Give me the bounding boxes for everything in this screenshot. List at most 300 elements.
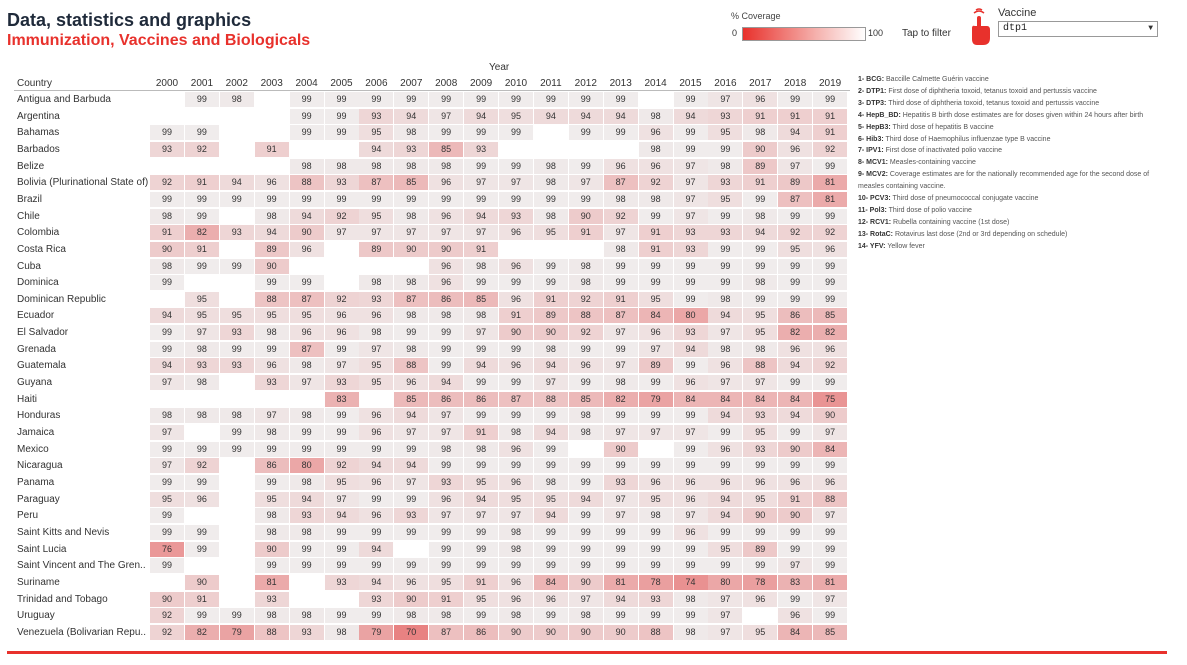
coverage-cell[interactable]: 99	[464, 458, 498, 473]
coverage-cell[interactable]: 99	[534, 192, 568, 207]
coverage-cell[interactable]: 97	[708, 592, 742, 607]
coverage-cell[interactable]: 94	[255, 225, 289, 240]
coverage-cell[interactable]: 92	[325, 292, 359, 307]
coverage-cell[interactable]: 99	[813, 209, 847, 224]
coverage-cell[interactable]: 96	[325, 308, 359, 323]
coverage-cell[interactable]: 94	[359, 542, 393, 557]
coverage-cell[interactable]: 89	[534, 308, 568, 323]
coverage-cell[interactable]: 95	[743, 492, 777, 507]
coverage-cell[interactable]: 96	[499, 592, 533, 607]
coverage-cell[interactable]: 98	[325, 159, 359, 174]
coverage-cell[interactable]: 99	[499, 458, 533, 473]
coverage-cell[interactable]: 96	[674, 475, 708, 490]
coverage-cell[interactable]: 99	[534, 458, 568, 473]
coverage-cell[interactable]: 98	[534, 475, 568, 490]
coverage-cell[interactable]: 99	[604, 542, 638, 557]
coverage-cell[interactable]: 91	[534, 292, 568, 307]
coverage-cell[interactable]: 96	[743, 92, 777, 107]
coverage-cell[interactable]: 99	[325, 92, 359, 107]
coverage-cell[interactable]: 99	[185, 209, 219, 224]
coverage-cell[interactable]: 98	[394, 209, 428, 224]
coverage-cell[interactable]: 97	[569, 175, 603, 190]
coverage-cell[interactable]: 96	[499, 575, 533, 590]
coverage-cell[interactable]: 99	[359, 525, 393, 540]
coverage-cell[interactable]: 99	[220, 425, 254, 440]
coverage-cell[interactable]: 92	[185, 142, 219, 157]
coverage-cell[interactable]: 98	[708, 342, 742, 357]
coverage-cell[interactable]: 99	[639, 375, 673, 390]
coverage-cell[interactable]: 99	[708, 558, 742, 573]
coverage-cell[interactable]: 86	[429, 392, 463, 407]
coverage-cell[interactable]: 99	[708, 242, 742, 257]
coverage-cell[interactable]: 99	[813, 159, 847, 174]
coverage-cell[interactable]: 93	[220, 225, 254, 240]
coverage-cell[interactable]: 99	[534, 558, 568, 573]
coverage-cell[interactable]: 84	[813, 442, 847, 457]
coverage-cell[interactable]: 99	[150, 192, 184, 207]
coverage-cell[interactable]: 99	[639, 408, 673, 423]
coverage-cell[interactable]: 99	[604, 259, 638, 274]
coverage-cell[interactable]: 99	[569, 558, 603, 573]
coverage-cell[interactable]: 98	[534, 175, 568, 190]
coverage-cell[interactable]: 98	[255, 525, 289, 540]
coverage-cell[interactable]: 93	[255, 375, 289, 390]
coverage-cell[interactable]: 94	[359, 458, 393, 473]
coverage-cell[interactable]: 85	[394, 392, 428, 407]
coverage-cell[interactable]: 98	[604, 192, 638, 207]
coverage-cell[interactable]: 97	[639, 425, 673, 440]
coverage-cell[interactable]: 99	[674, 442, 708, 457]
coverage-cell[interactable]: 96	[708, 475, 742, 490]
coverage-cell[interactable]: 99	[499, 92, 533, 107]
coverage-cell[interactable]: 90	[290, 225, 324, 240]
coverage-cell[interactable]: 82	[185, 225, 219, 240]
coverage-cell[interactable]: 91	[778, 492, 812, 507]
coverage-cell[interactable]: 98	[743, 209, 777, 224]
coverage-cell[interactable]: 94	[325, 508, 359, 523]
coverage-cell[interactable]: 98	[359, 275, 393, 290]
coverage-cell[interactable]: 79	[220, 625, 254, 640]
coverage-cell[interactable]: 99	[359, 192, 393, 207]
coverage-cell[interactable]: 99	[674, 558, 708, 573]
coverage-cell[interactable]: 82	[604, 392, 638, 407]
coverage-cell[interactable]: 93	[743, 408, 777, 423]
coverage-cell[interactable]: 94	[534, 425, 568, 440]
coverage-cell[interactable]: 97	[464, 175, 498, 190]
coverage-cell[interactable]: 91	[639, 225, 673, 240]
coverage-cell[interactable]: 88	[639, 625, 673, 640]
coverage-cell[interactable]: 98	[464, 308, 498, 323]
coverage-cell[interactable]: 99	[290, 275, 324, 290]
coverage-cell[interactable]: 97	[359, 342, 393, 357]
coverage-cell[interactable]: 96	[359, 308, 393, 323]
coverage-cell[interactable]: 87	[359, 175, 393, 190]
coverage-cell[interactable]: 99	[743, 292, 777, 307]
coverage-cell[interactable]: 93	[325, 175, 359, 190]
coverage-cell[interactable]: 94	[569, 492, 603, 507]
coverage-cell[interactable]: 97	[429, 508, 463, 523]
coverage-cell[interactable]: 98	[429, 442, 463, 457]
coverage-cell[interactable]: 87	[499, 392, 533, 407]
coverage-cell[interactable]: 94	[150, 358, 184, 373]
coverage-cell[interactable]: 97	[150, 375, 184, 390]
coverage-cell[interactable]: 98	[743, 275, 777, 290]
coverage-cell[interactable]: 99	[569, 475, 603, 490]
coverage-cell[interactable]: 99	[674, 259, 708, 274]
coverage-cell[interactable]: 98	[290, 159, 324, 174]
coverage-cell[interactable]: 95	[255, 492, 289, 507]
coverage-cell[interactable]: 92	[813, 358, 847, 373]
coverage-cell[interactable]: 97	[534, 375, 568, 390]
coverage-cell[interactable]: 99	[813, 525, 847, 540]
coverage-cell[interactable]: 96	[674, 492, 708, 507]
coverage-cell[interactable]: 95	[464, 475, 498, 490]
coverage-cell[interactable]: 99	[394, 192, 428, 207]
coverage-cell[interactable]: 96	[639, 125, 673, 140]
coverage-cell[interactable]: 93	[359, 292, 393, 307]
coverage-cell[interactable]: 93	[290, 625, 324, 640]
coverage-cell[interactable]: 90	[569, 625, 603, 640]
coverage-cell[interactable]: 92	[325, 209, 359, 224]
coverage-cell[interactable]: 98	[255, 209, 289, 224]
coverage-cell[interactable]: 90	[743, 508, 777, 523]
coverage-cell[interactable]: 82	[778, 325, 812, 340]
coverage-cell[interactable]: 95	[499, 109, 533, 124]
coverage-cell[interactable]: 90	[150, 242, 184, 257]
coverage-cell[interactable]: 94	[534, 508, 568, 523]
coverage-cell[interactable]: 99	[534, 608, 568, 623]
coverage-cell[interactable]: 95	[743, 325, 777, 340]
coverage-cell[interactable]: 86	[464, 625, 498, 640]
coverage-cell[interactable]: 70	[394, 625, 428, 640]
coverage-cell[interactable]: 96	[674, 525, 708, 540]
coverage-cell[interactable]: 96	[394, 575, 428, 590]
coverage-cell[interactable]: 86	[464, 392, 498, 407]
coverage-cell[interactable]: 97	[394, 425, 428, 440]
coverage-cell[interactable]: 99	[639, 525, 673, 540]
coverage-cell[interactable]: 97	[674, 192, 708, 207]
coverage-cell[interactable]: 99	[604, 525, 638, 540]
coverage-cell[interactable]: 98	[674, 625, 708, 640]
coverage-cell[interactable]: 97	[708, 92, 742, 107]
coverage-cell[interactable]: 99	[604, 458, 638, 473]
coverage-cell[interactable]: 98	[325, 625, 359, 640]
coverage-cell[interactable]: 97	[429, 109, 463, 124]
coverage-cell[interactable]: 93	[674, 325, 708, 340]
coverage-cell[interactable]: 96	[325, 325, 359, 340]
coverage-cell[interactable]: 94	[534, 358, 568, 373]
coverage-cell[interactable]: 99	[464, 159, 498, 174]
coverage-cell[interactable]: 97	[708, 375, 742, 390]
coverage-cell[interactable]: 97	[150, 458, 184, 473]
coverage-cell[interactable]: 99	[255, 275, 289, 290]
coverage-cell[interactable]: 95	[150, 492, 184, 507]
coverage-cell[interactable]: 92	[604, 209, 638, 224]
coverage-cell[interactable]: 99	[255, 192, 289, 207]
coverage-cell[interactable]: 96	[499, 442, 533, 457]
coverage-cell[interactable]: 98	[359, 159, 393, 174]
coverage-cell[interactable]: 99	[429, 358, 463, 373]
coverage-cell[interactable]: 95	[255, 308, 289, 323]
coverage-cell[interactable]: 96	[359, 408, 393, 423]
coverage-cell[interactable]: 96	[674, 375, 708, 390]
coverage-cell[interactable]: 94	[569, 109, 603, 124]
coverage-cell[interactable]: 95	[429, 575, 463, 590]
coverage-cell[interactable]: 95	[639, 492, 673, 507]
coverage-cell[interactable]: 95	[778, 242, 812, 257]
coverage-cell[interactable]: 99	[534, 542, 568, 557]
coverage-cell[interactable]: 95	[325, 475, 359, 490]
coverage-cell[interactable]: 98	[185, 375, 219, 390]
coverage-cell[interactable]: 97	[464, 325, 498, 340]
coverage-cell[interactable]: 97	[743, 375, 777, 390]
coverage-cell[interactable]: 92	[813, 142, 847, 157]
coverage-cell[interactable]: 94	[150, 308, 184, 323]
coverage-cell[interactable]: 99	[778, 592, 812, 607]
coverage-cell[interactable]: 96	[743, 592, 777, 607]
coverage-cell[interactable]: 97	[499, 508, 533, 523]
coverage-cell[interactable]: 99	[569, 542, 603, 557]
coverage-cell[interactable]: 87	[778, 192, 812, 207]
coverage-cell[interactable]: 97	[394, 225, 428, 240]
coverage-cell[interactable]: 96	[778, 608, 812, 623]
coverage-cell[interactable]: 97	[708, 608, 742, 623]
coverage-cell[interactable]: 81	[604, 575, 638, 590]
coverage-cell[interactable]: 99	[604, 92, 638, 107]
coverage-cell[interactable]: 96	[499, 475, 533, 490]
coverage-cell[interactable]: 92	[150, 175, 184, 190]
coverage-cell[interactable]: 98	[290, 525, 324, 540]
coverage-cell[interactable]: 96	[290, 325, 324, 340]
coverage-cell[interactable]: 84	[778, 392, 812, 407]
coverage-cell[interactable]: 99	[604, 275, 638, 290]
coverage-cell[interactable]: 99	[534, 442, 568, 457]
coverage-cell[interactable]: 91	[150, 225, 184, 240]
coverage-cell[interactable]: 96	[429, 175, 463, 190]
coverage-cell[interactable]: 78	[743, 575, 777, 590]
coverage-cell[interactable]: 99	[569, 342, 603, 357]
tap-hand-icon[interactable]	[967, 8, 991, 46]
coverage-cell[interactable]: 98	[534, 342, 568, 357]
coverage-cell[interactable]: 95	[534, 225, 568, 240]
coverage-cell[interactable]: 96	[708, 442, 742, 457]
coverage-cell[interactable]: 99	[359, 92, 393, 107]
coverage-cell[interactable]: 99	[325, 408, 359, 423]
coverage-cell[interactable]: 97	[604, 425, 638, 440]
coverage-cell[interactable]: 99	[708, 259, 742, 274]
coverage-cell[interactable]: 87	[429, 625, 463, 640]
coverage-cell[interactable]: 99	[359, 558, 393, 573]
coverage-cell[interactable]: 99	[639, 608, 673, 623]
coverage-cell[interactable]: 97	[708, 325, 742, 340]
coverage-cell[interactable]: 81	[813, 192, 847, 207]
coverage-cell[interactable]: 97	[604, 358, 638, 373]
coverage-cell[interactable]: 96	[359, 425, 393, 440]
coverage-cell[interactable]: 94	[778, 358, 812, 373]
coverage-cell[interactable]: 99	[429, 325, 463, 340]
coverage-cell[interactable]: 99	[290, 542, 324, 557]
coverage-cell[interactable]: 89	[743, 159, 777, 174]
coverage-cell[interactable]: 99	[569, 458, 603, 473]
coverage-cell[interactable]: 98	[394, 275, 428, 290]
coverage-cell[interactable]: 99	[499, 558, 533, 573]
coverage-cell[interactable]: 94	[604, 592, 638, 607]
coverage-cell[interactable]: 95	[359, 125, 393, 140]
coverage-cell[interactable]: 97	[394, 475, 428, 490]
coverage-cell[interactable]: 92	[185, 458, 219, 473]
coverage-cell[interactable]: 99	[708, 209, 742, 224]
coverage-cell[interactable]: 99	[464, 408, 498, 423]
coverage-cell[interactable]: 90	[185, 575, 219, 590]
coverage-cell[interactable]: 99	[569, 192, 603, 207]
coverage-cell[interactable]: 81	[255, 575, 289, 590]
coverage-cell[interactable]: 90	[534, 325, 568, 340]
coverage-cell[interactable]: 96	[499, 259, 533, 274]
coverage-cell[interactable]: 99	[813, 558, 847, 573]
coverage-cell[interactable]: 94	[359, 575, 393, 590]
coverage-cell[interactable]: 85	[813, 625, 847, 640]
coverage-cell[interactable]: 85	[813, 308, 847, 323]
coverage-cell[interactable]: 99	[708, 275, 742, 290]
coverage-cell[interactable]: 89	[743, 542, 777, 557]
coverage-cell[interactable]: 91	[813, 125, 847, 140]
coverage-cell[interactable]: 96	[813, 242, 847, 257]
coverage-cell[interactable]: 92	[639, 175, 673, 190]
coverage-cell[interactable]: 99	[778, 292, 812, 307]
coverage-cell[interactable]: 99	[429, 342, 463, 357]
coverage-cell[interactable]: 99	[674, 292, 708, 307]
coverage-cell[interactable]: 99	[150, 125, 184, 140]
coverage-cell[interactable]: 99	[778, 92, 812, 107]
coverage-cell[interactable]: 91	[464, 575, 498, 590]
coverage-cell[interactable]: 98	[534, 159, 568, 174]
coverage-cell[interactable]: 96	[499, 358, 533, 373]
coverage-cell[interactable]: 96	[429, 275, 463, 290]
coverage-cell[interactable]: 94	[674, 342, 708, 357]
coverage-cell[interactable]: 97	[429, 408, 463, 423]
coverage-cell[interactable]: 96	[359, 475, 393, 490]
coverage-cell[interactable]: 91	[185, 242, 219, 257]
coverage-cell[interactable]: 99	[708, 425, 742, 440]
coverage-cell[interactable]: 99	[325, 109, 359, 124]
coverage-cell[interactable]: 98	[394, 125, 428, 140]
coverage-cell[interactable]: 91	[464, 242, 498, 257]
coverage-cell[interactable]: 99	[813, 458, 847, 473]
coverage-cell[interactable]: 98	[464, 442, 498, 457]
coverage-cell[interactable]: 99	[150, 342, 184, 357]
coverage-cell[interactable]: 99	[604, 342, 638, 357]
coverage-cell[interactable]: 94	[464, 109, 498, 124]
coverage-cell[interactable]: 99	[325, 608, 359, 623]
coverage-cell[interactable]: 84	[708, 392, 742, 407]
coverage-cell[interactable]: 97	[639, 342, 673, 357]
coverage-cell[interactable]: 94	[674, 109, 708, 124]
coverage-cell[interactable]: 92	[150, 625, 184, 640]
coverage-cell[interactable]: 99	[708, 458, 742, 473]
coverage-cell[interactable]: 86	[255, 458, 289, 473]
coverage-cell[interactable]: 99	[639, 558, 673, 573]
coverage-cell[interactable]: 96	[604, 159, 638, 174]
coverage-cell[interactable]: 99	[743, 525, 777, 540]
coverage-cell[interactable]: 91	[569, 225, 603, 240]
coverage-cell[interactable]: 99	[325, 525, 359, 540]
coverage-cell[interactable]: 97	[674, 508, 708, 523]
coverage-cell[interactable]: 99	[290, 192, 324, 207]
coverage-cell[interactable]: 80	[290, 458, 324, 473]
coverage-cell[interactable]: 96	[290, 242, 324, 257]
coverage-cell[interactable]: 99	[290, 109, 324, 124]
coverage-cell[interactable]: 99	[255, 442, 289, 457]
coverage-cell[interactable]: 93	[639, 592, 673, 607]
coverage-cell[interactable]: 90	[743, 142, 777, 157]
coverage-cell[interactable]: 99	[534, 275, 568, 290]
coverage-cell[interactable]: 99	[813, 275, 847, 290]
coverage-cell[interactable]: 97	[569, 592, 603, 607]
coverage-cell[interactable]: 98	[674, 592, 708, 607]
coverage-cell[interactable]: 81	[813, 175, 847, 190]
coverage-cell[interactable]: 98	[569, 408, 603, 423]
coverage-cell[interactable]: 91	[499, 308, 533, 323]
coverage-cell[interactable]: 98	[464, 259, 498, 274]
coverage-cell[interactable]: 99	[150, 275, 184, 290]
coverage-cell[interactable]: 99	[394, 558, 428, 573]
coverage-cell[interactable]: 86	[429, 292, 463, 307]
coverage-cell[interactable]: 92	[569, 325, 603, 340]
coverage-cell[interactable]: 95	[359, 358, 393, 373]
coverage-cell[interactable]: 97	[185, 325, 219, 340]
coverage-cell[interactable]: 99	[464, 125, 498, 140]
coverage-cell[interactable]: 92	[813, 225, 847, 240]
coverage-cell[interactable]: 99	[325, 542, 359, 557]
coverage-cell[interactable]: 88	[290, 175, 324, 190]
coverage-cell[interactable]: 90	[813, 408, 847, 423]
coverage-cell[interactable]: 85	[569, 392, 603, 407]
coverage-cell[interactable]: 99	[464, 525, 498, 540]
coverage-cell[interactable]: 99	[394, 92, 428, 107]
coverage-cell[interactable]: 99	[743, 192, 777, 207]
coverage-cell[interactable]: 99	[185, 608, 219, 623]
coverage-cell[interactable]: 93	[394, 508, 428, 523]
coverage-cell[interactable]: 80	[674, 308, 708, 323]
coverage-cell[interactable]: 90	[255, 259, 289, 274]
coverage-cell[interactable]: 98	[569, 425, 603, 440]
coverage-cell[interactable]: 99	[290, 558, 324, 573]
coverage-cell[interactable]: 93	[464, 142, 498, 157]
coverage-cell[interactable]: 98	[429, 308, 463, 323]
coverage-cell[interactable]: 97	[429, 425, 463, 440]
coverage-cell[interactable]: 99	[499, 375, 533, 390]
coverage-cell[interactable]: 84	[674, 392, 708, 407]
coverage-cell[interactable]: 99	[813, 259, 847, 274]
coverage-cell[interactable]: 99	[394, 525, 428, 540]
coverage-cell[interactable]: 99	[778, 375, 812, 390]
coverage-cell[interactable]: 97	[604, 508, 638, 523]
coverage-cell[interactable]: 99	[569, 92, 603, 107]
coverage-cell[interactable]: 99	[220, 608, 254, 623]
coverage-cell[interactable]: 91	[639, 242, 673, 257]
coverage-cell[interactable]: 94	[394, 458, 428, 473]
coverage-cell[interactable]: 92	[150, 608, 184, 623]
coverage-cell[interactable]: 88	[255, 292, 289, 307]
coverage-cell[interactable]: 95	[290, 308, 324, 323]
coverage-cell[interactable]: 99	[429, 192, 463, 207]
coverage-cell[interactable]: 97	[604, 492, 638, 507]
coverage-cell[interactable]: 90	[394, 592, 428, 607]
coverage-cell[interactable]: 99	[255, 342, 289, 357]
coverage-cell[interactable]: 99	[429, 558, 463, 573]
coverage-cell[interactable]: 99	[325, 442, 359, 457]
coverage-cell[interactable]: 93	[290, 508, 324, 523]
